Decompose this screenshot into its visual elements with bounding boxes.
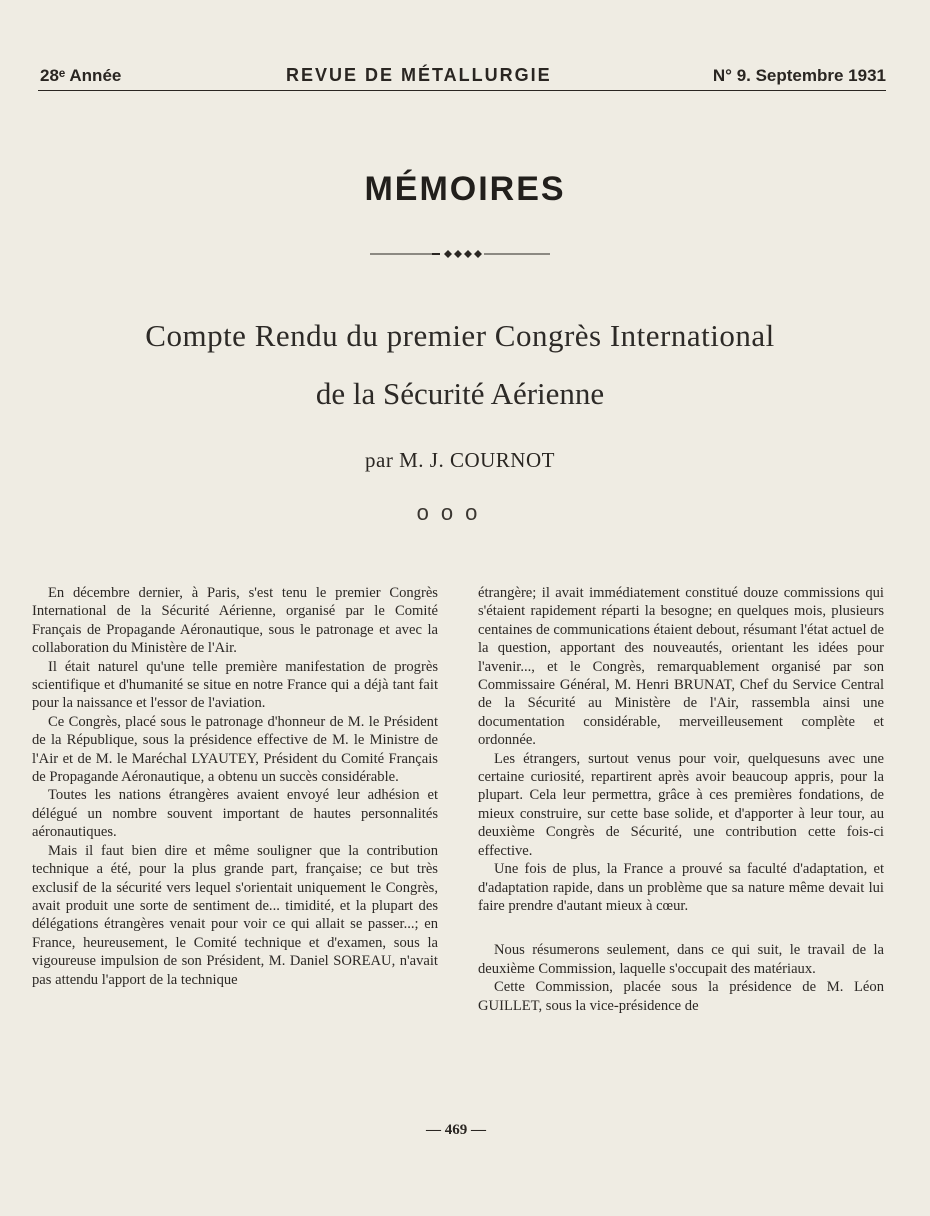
running-header (38, 64, 886, 91)
paragraph: Nous résumerons seulement, dans ce qui suit, le travail de la deuxième Commission, laquelle s'occupait des matériaux. (478, 942, 884, 977)
article-byline: par M. J. COURNOT (365, 448, 555, 472)
paragraph: Il était naturel qu'une telle première manifestation de progrès scientifique et d'humanité se situe en notre France qui a déjà tant fait pour la naissance et l'essor de l'aviation. (32, 658, 438, 712)
ornament-divider (370, 248, 550, 260)
volume-year: 28ᵉ Année (40, 66, 122, 85)
page-number: — 469 — (426, 1122, 486, 1138)
paragraph: Toutes les nations étrangères avaient envoyé leur adhésion et délégué un nombre souvent important de hautes personnalités aéronautiques. (32, 787, 438, 841)
section-title: MÉMOIRES (364, 170, 566, 208)
text-column-right (478, 584, 884, 1015)
journal-name: REVUE DE MÉTALLURGIE (286, 65, 552, 85)
text-column-left (32, 584, 438, 989)
paragraph: En décembre dernier, à Paris, s'est tenu le premier Congrès International de la Sécurité Aérienne, organisé par le Comité Français de Propagande Aéronautique, sous le patronage et avec la collaboration du Ministère de l'Air. (32, 585, 438, 657)
paragraph: étrangère; il avait immédiatement constitué douze commissions qui s'étaient rapidement réparti la besogne; en quelques mois, plusieurs centaines de communications étaient debout, résumant l'état actuel de la question, apportant des nouveautés, orientant les idées pour l'avenir..., et le Congrès, remarquablement organisé par son Commissaire Général, M. Henri BRUNAT, Chef du Service Central de la Sécurité au Ministère de l'Air, rassembla ainsi une documentation considérable, merveilleusement complète et ordonnée. (478, 585, 884, 749)
byline-ornament: ooo (416, 500, 490, 525)
article-title-line-2: de la Sécurité Aérienne (315, 376, 605, 411)
issue-number: N° 9. Septembre 1931 (712, 66, 886, 85)
paragraph: Mais il faut bien dire et même souligner que la contribution technique a été, pour la plus grande part, française; ce but très exclusif de la sécurité vers lequel s'orientait uniquement le Congrès, avait produit une sorte de sentiment de... timidité, et la plupart des délégations étrangères venait pour voir ce qui allait se passer...; en France, heureusement, le Comité technique et d'examen, sous la vigoureuse impulsion de son Président, M. Daniel SOREAU, n'avait pas attendu l'apport de la technique (32, 842, 438, 988)
paragraph: Une fois de plus, la France a prouvé sa faculté d'adaptation, et d'adaptation rapide, dans un problème que sa nature même devait lui faire prendre d'autant mieux à cœur. (478, 861, 884, 914)
paragraph: Cette Commission, placée sous la présidence de M. Léon GUILLET, sous la vice-présidence de (478, 979, 884, 1014)
article-title-line-1: Compte Rendu du premier Congrès International (145, 318, 775, 353)
paragraph: Les étrangers, surtout venus pour voir, quelquesuns avec une certaine curiosité, repartirent après avoir beaucoup appris, pour la plupart. Cela leur permettra, grâce à ces premières fondations, de mieux construire, sur cette base solide, et d'apporter à leur tour, au deuxième Congrès de Sécurité, une contribution cette fois-ci effective. (478, 750, 884, 859)
paragraph: Ce Congrès, placé sous le patronage d'honneur de M. le Président de la République, sous la présidence effective de M. le Ministre de l'Air et de M. le Maréchal LYAUTEY, Président du Comité Français de Propagande Aéronautique, a obtenu un succès considérable. (32, 713, 438, 786)
